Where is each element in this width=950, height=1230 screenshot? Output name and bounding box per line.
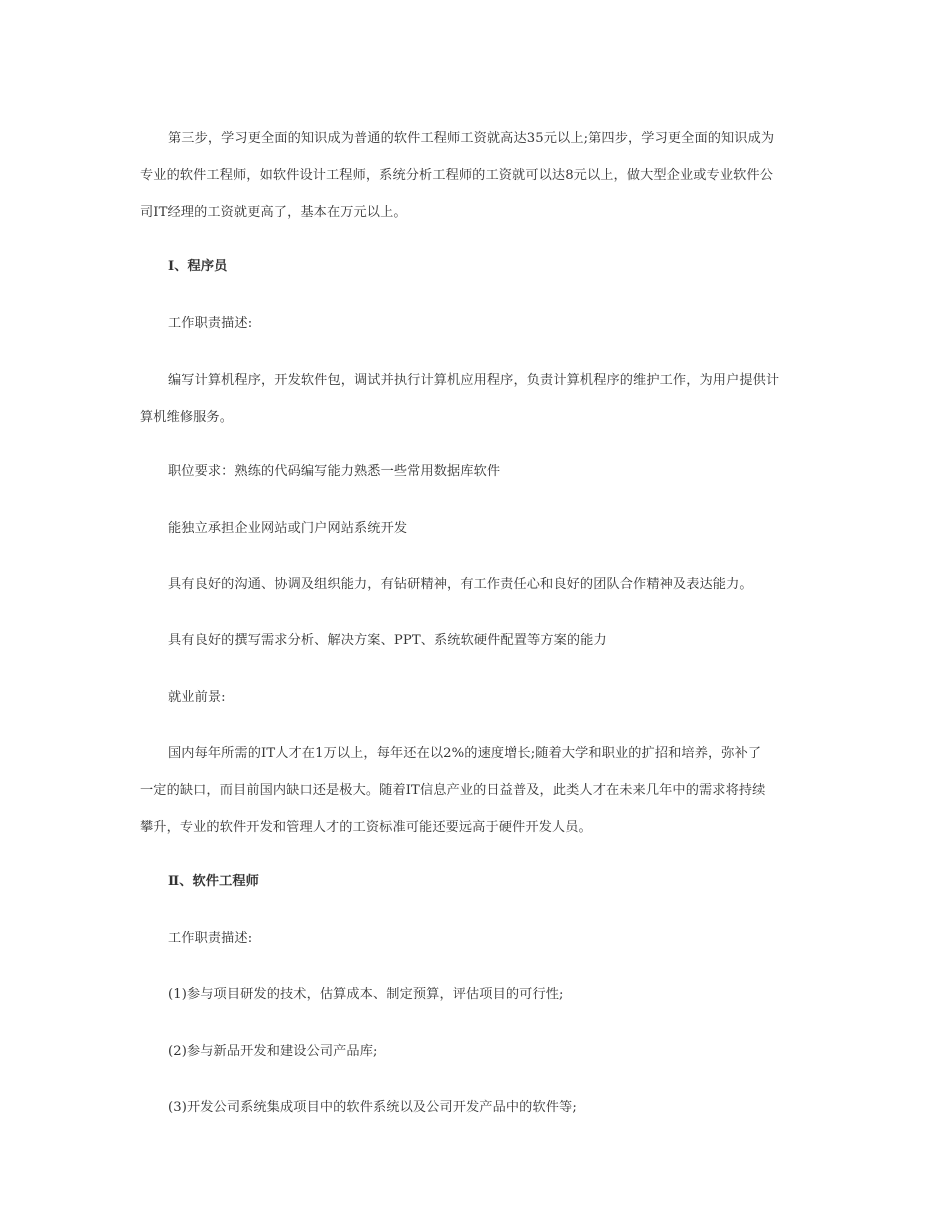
section2-item-2: (2)参与新品开发和建设公司产品库; [168, 1044, 378, 1059]
section1-requirement-4: 具有良好的撰写需求分析、解决方案、PPT、系统软硬件配置等方案的能力 [168, 633, 607, 648]
duty-line: 编写计算机程序，开发软件包，调试并执行计算机应用程序，负责计算机程序的维护工作，为用户提供计 [168, 373, 780, 388]
section2-item-1: (1)参与项目研发的技术，估算成本、制定预算，评估项目的可行性; [168, 987, 564, 1002]
prospect-line: 国内每年所需的IT人才在1万以上，每年还在以2%的速度增长;随着大学和职业的扩招和培养，弥补了 [168, 746, 762, 761]
section1-heading: Ⅰ、程序员 [168, 259, 228, 274]
section1-prospect-label: 就业前景: [168, 690, 226, 705]
intro-paragraph [140, 120, 812, 231]
intro-line: 司IT经理的工资就更高了，基本在万元以上。 [140, 205, 407, 220]
intro-line: 专业的软件工程师，如软件设计工程师，系统分析工程师的工资就可以达8元以上，做大型企业或专业软件公 [140, 168, 773, 183]
duty-line: 算机维修服务。 [140, 410, 234, 425]
prospect-line: 攀升，专业的软件开发和管理人才的工资标准可能还要远高于硬件开发人员。 [140, 820, 592, 835]
section1-prospect-paragraph [140, 735, 812, 846]
section1-duty-paragraph [140, 362, 812, 436]
section2-duty-label: 工作职责描述: [168, 931, 253, 946]
section1-requirement-3: 具有良好的沟通、协调及组织能力，有钻研精神，有工作责任心和良好的团队合作精神及表达能力。 [168, 577, 753, 592]
intro-line: 第三步，学习更全面的知识成为普通的软件工程师工资就高达35元以上;第四步，学习更全面的知识成为 [168, 131, 775, 146]
section1-requirement-1: 职位要求：熟练的代码编写能力熟悉一些常用数据库软件 [168, 464, 501, 479]
section1-requirement-2: 能独立承担企业网站或门户网站系统开发 [168, 521, 408, 536]
prospect-line: 一定的缺口，而目前国内缺口还是极大。随着IT信息产业的日益普及，此类人才在未来几年中的需求将持续 [140, 783, 766, 798]
section1-duty-label: 工作职责描述: [168, 316, 253, 331]
section2-heading: Ⅱ、软件工程师 [168, 874, 259, 889]
section2-item-3: (3)开发公司系统集成项目中的软件系统以及公司开发产品中的软件等; [168, 1100, 577, 1115]
